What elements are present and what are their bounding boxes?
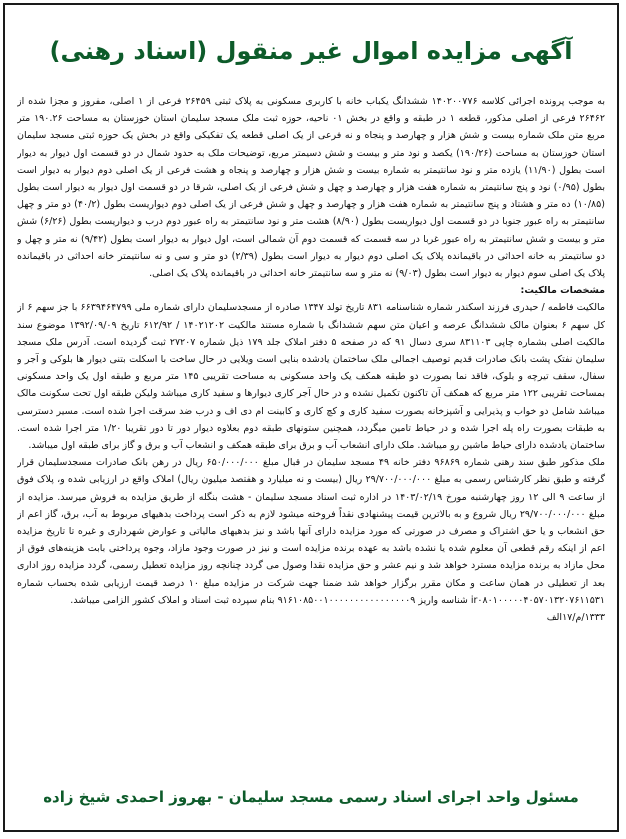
reference-number: ۱۳۳۳/م/۱۷الف	[546, 612, 605, 624]
property-description-paragraph: به موجب پرونده اجرائی کلاسه ۱۴۰۲۰۰۷۷۶ ششدانگ یکباب خانه با کاربری مسکونی به پلاک ثبتی ۲۶۴۵۹ فرعی از ۱ اصلی، مفروز و مجزا شده از ۲۶۴۶۲ فرعی از اصلی مذکور، قطعه ۱ در طبقه و واقع در بخش ۰۱ ناحیه، حوزه ثبت ملک مسجد سلیمان استان خوزستان به مساحت ۱۹۰.۲۶ متر مربع متن ملک شماره بیست و شش هزار و چهارصد و پنجاه و نه فرعی از یک اصلی قطعه یک تفکیکی واقع در بخش یک حوزه ثبتی مسجد سلیمان استان خوزستان به مساحت (۱۹۰/۲۶) یکصد و نود متر و بیست و شش دسیمتر مربع، توضیحات ملک به حدود شمال در دو قسمت اول دیوار به دیوار است بطول (۱۱/۹۰) یازده متر و نود سانتیمتر به شماره بیست و شش هزار و چهارصد و پنجاه و هشت فرعی از یک اصلی دوم دیوار به دیوار است بطول (۰/۹۵) نود و پنج سانتیمتر به شماره هفت هزار و چهارصد و چهل و شش فرعی از یک اصلی، شرقا در دو قسمت اول دیوار به دیوار است بطول (۱۰/۸۵) ده متر و هشتاد و پنج سانتیمتر به شماره هفت هزار و چهارصد و چهل و شش فرعی از یک اصلی دوم دیواریست بطول (۴۰/۲) دو متر و چهل سانتیمتر به راه عبور جنوبا در دو قسمت اول دیواریست بطول (۸/۹۰) هشت متر و نود سانتیمتر به راه عبور دوم درب و دیواریست بطول (۶/۲۶) شش متر و بیست و شش سانتیمتر به راه عبور غربا در سه قسمت که قسمت دوم آن شمالی است، اول دیوار به دیوار است بطول (۹/۴۲) نه متر و چهل و دو سانتیمتر به خانه احداثی در باقیمانده پلاک یک اصلی دوم دیوار به دیوار است بطول (۲/۳۹) دو متر و سی و نه سانتیمتر خانه احداثی در باقیمانده پلاک یک اصلی سوم دیوار به دیوار است بطول (۹/۰۳) نه متر و سه سانتیمتر خانه احداثی در باقیمانده پلاک یک اصلی.	[17, 96, 605, 280]
signature-line: مسئول واحد اجرای اسناد رسمی مسجد سلیمان - بهروز احمدی شیخ زاده	[43, 788, 579, 806]
notice-title: آگهی مزایده اموال غیر منقول (اسناد رهنی)	[49, 37, 573, 65]
notice-page	[3, 3, 619, 832]
auction-terms-paragraph: ملک مذکور طبق سند رهنی شماره ۹۶۸۶۹ دفتر خانه ۴۹ مسجد سلیمان در قبال مبلغ ۶۵۰/۰۰۰/۰۰۰ ریال در رهن بانک صادرات مسجدسلیمان قرار گرفته و طبق نظر کارشناس رسمی به مبلغ ۲۹/۷۰۰/۰۰۰/۰۰۰ ریال (بیست و نه میلیارد و هفتصد میلیون ریال) املاک واقع در ارزیابی شده و، پلاک فوق از ساعت ۹ الی ۱۲ روز چهارشنبه مورخ ۱۴۰۳/۰۲/۱۹ در اداره ثبت اسناد مسجد سلیمان - هشت بنگله از طریق مزایده به فروش میرسد. مزایده از مبلغ ۲۹/۷۰۰/۰۰۰/۰۰۰ ریال شروع و به بالاترین قیمت پیشنهادی نقداً فروخته میشود لازم به ذکر است پرداخت بدهیهای مربوط به آب، برق، گاز اعم از حق انشعاب و یا حق اشتراک و مصرف در صورتی که مورد مزایده دارای آنها باشد و نیز بدهیهای مالیاتی و عوارض شهرداری و غیره تا تاریخ مزایده اعم از اینکه رقم قطعی آن معلوم شده یا نشده باشد به عهده برنده مزایده است و نیز در صورت وجود مازاد، وجوه پرداختی بابت هزینه‌های فوق از محل مازاد به برنده مزایده مسترد خواهد شد و نیم عشر و حق مزایده نقدا وصول می گردد چنانچه روز مزایده تعطیل رسمی، گردد مزایده روز اداری بعد از تعطیلی در همان ساعت و مکان مقرر برگزار خواهد شد ضمنا جهت شرکت در مزایده مبلغ ۱۰ درصد قیمت ارزیابی شده بحساب شماره ir۰۸۰۱۰۰۰۰۰۴۰۵۷۰۱۳۲۰۷۶۱۱۵۳۱ شناسه واریز ۹۱۶۱۰۸۵۰۰۱۰۰۰۰۰۰۰۰۰۰۰۰۰۰۰۰۹ بنام سپرده ثبت اسناد و املاک کشور الزامی میباشد.	[17, 457, 605, 606]
ownership-paragraph: مالکیت فاطمه / حیدری فرزند اسکندر شماره شناسنامه ۸۳۱ تاریخ تولد ۱۳۴۷ صادره از مسجدسلیمان دارای شماره ملی ۶۶۳۹۴۶۴۷۹۹ با جز سهم ۶ از کل سهم ۶ بعنوان مالک ششدانگ عرصه و اعیان متن سهم ششدانگ با شماره مستند مالکیت ۱۴۰۲۱۲۰۲ / ۶۱۲/۹۲ تاریخ ۱۳۹۲/۰۹/۰۹ موضوع سند مالکیت اصلی بشماره چاپی ۸۳۱۱۰۳ سری دسال ۹۱ که در صفحه ۵ دفتر املاک جلد ۱۷۹ ذیل شماره ۲۷۲۰۷ ثبت گردیده است. آدرس ملک مسجد سلیمان نفتک پشت بانک صادرات قدیم توصیف اجمالی ملک ساختمان یادشده بنایی است ویلایی در حال ساخت با اسکلت بتنی دیوار ها بلوکی و آجر و سفال، سقف تیرچه و بلوک، فاقد نما بصورت دو طبقه همکف یک واحد مسکونی به مساحت تقریبی ۱۴۵ متر مربع و طبقه اول یک واحد مسکونی بمساحت تقریبی ۱۲۲ متر مربع که همکف آن تاکنون تکمیل نشده و در حال آجر کاری دیوارها و سفید کاری میباشد ولیکن طبقه اول تحت سکونت مالک میباشد شامل دو خواب و پذیرایی و آشپزخانه بصورت سفید کاری و کچ کاری و کابینت ام دی اف و درب ضد سرقت اجرا شده است. مسیر دسترسی به طبقات بصورت راه پله اجرا شده و در حیاط تامین میگردد، همچنین ستونهای طبقه دوم بعلاوه دیوار دور تا دور تقریبا ۱/۲۰ متر اجرا شده است. ساختمان یادشده دارای حیاط ماشین رو میباشد. ملک دارای انشعاب آب و برق برای طبقه همکف و انشعاب آب و برق و گاز برای طبقه اول میباشد.	[17, 302, 605, 452]
notice-body	[17, 93, 605, 713]
ownership-heading: مشخصات مالکیت:	[520, 285, 605, 297]
